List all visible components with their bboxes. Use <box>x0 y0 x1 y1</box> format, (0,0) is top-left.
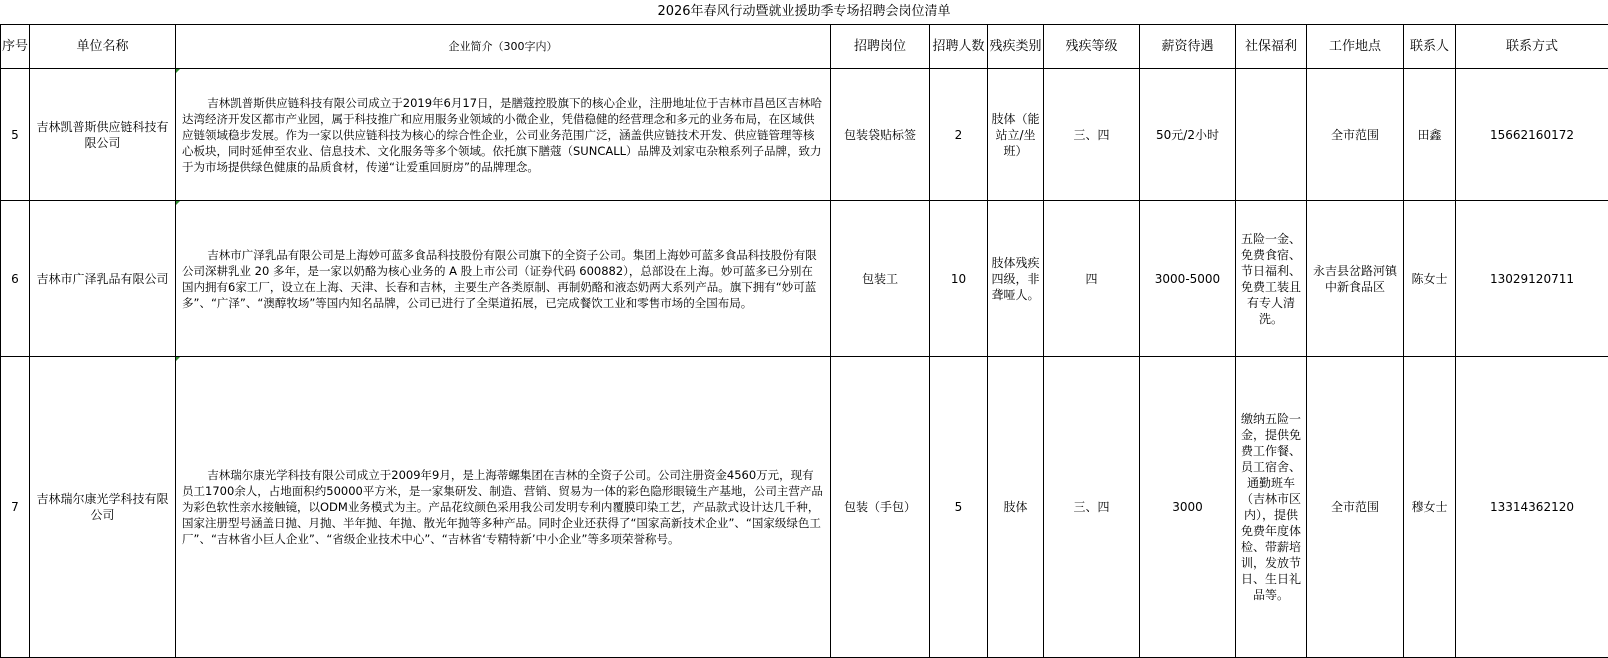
cell-count[interactable]: 5 <box>930 357 988 658</box>
cell-location[interactable]: 全市范围 <box>1307 357 1404 658</box>
cell-benefits[interactable]: 缴纳五险一金，提供免费工作餐、员工宿舍、通勤班车（吉林市区内），提供免费年度体检、带薪培训，发放节日、生日礼品等。 <box>1236 357 1307 658</box>
cell-benefits[interactable]: 五险一金、免费食宿、节日福利、免费工装且有专人清洗。 <box>1236 201 1307 357</box>
cell-phone[interactable]: 13029120711 <box>1456 201 1608 357</box>
cell-disability-level[interactable]: 四 <box>1044 201 1140 357</box>
cell-disability-type[interactable]: 肢体（能站立/坐班） <box>988 69 1044 201</box>
intro-text: 吉林市广泽乳品有限公司是上海妙可蓝多食品科技股份有限公司旗下的全资子公司。集团上海妙可蓝多食品科技股份有限公司深耕乳业 20 多年，是一家以奶酪为核心业务的 A 股上市公司（证券代码 600882），总部设在上海。妙可蓝多已分别在国内拥有6家工厂，设立在上海、天津、长春和吉林，主要生产各类原制、再制奶酪和液态奶两大系列产品。旗下拥有“妙可蓝多”、“广泽”、“澳醇牧场”等国内知名品牌，公司已进行了全渠道拓展，已完成餐饮工业和零售市场的全国布局。 <box>182 247 817 310</box>
cell-salary[interactable]: 3000 <box>1140 357 1236 658</box>
cell-contact[interactable]: 穆女士 <box>1404 357 1456 658</box>
cell-seq[interactable]: 5 <box>1 69 30 201</box>
cell-intro[interactable] <box>176 201 831 357</box>
cell-intro[interactable] <box>176 357 831 658</box>
cell-company[interactable]: 吉林市广泽乳品有限公司 <box>30 201 176 357</box>
sheet-title: 2026年春风行动暨就业援助季专场招聘会岗位清单 <box>0 0 1608 25</box>
header-intro[interactable]: 企业简介（300字内） <box>176 25 831 69</box>
header-company[interactable]: 单位名称 <box>30 25 176 69</box>
header-seq[interactable]: 序号 <box>1 25 30 69</box>
table-row <box>1 69 1608 201</box>
cell-count[interactable]: 10 <box>930 201 988 357</box>
header-salary[interactable]: 薪资待遇 <box>1140 25 1236 69</box>
header-row <box>1 25 1608 69</box>
cell-location[interactable]: 永吉县岔路河镇中新食品区 <box>1307 201 1404 357</box>
cell-salary[interactable]: 3000-5000 <box>1140 201 1236 357</box>
header-disability-type[interactable]: 残疾类别 <box>988 25 1044 69</box>
header-phone[interactable]: 联系方式 <box>1456 25 1608 69</box>
table-row <box>1 201 1608 357</box>
cell-contact[interactable]: 田鑫 <box>1404 69 1456 201</box>
header-location[interactable]: 工作地点 <box>1307 25 1404 69</box>
cell-contact[interactable]: 陈女士 <box>1404 201 1456 357</box>
job-listing-table <box>0 24 1608 658</box>
cell-position[interactable]: 包装袋贴标签 <box>831 69 930 201</box>
header-contact[interactable]: 联系人 <box>1404 25 1456 69</box>
cell-position[interactable]: 包装（手包） <box>831 357 930 658</box>
cell-phone[interactable]: 15662160172 <box>1456 69 1608 201</box>
cell-company[interactable]: 吉林凯普斯供应链科技有限公司 <box>30 69 176 201</box>
cell-disability-type[interactable]: 肢体 <box>988 357 1044 658</box>
cell-disability-level[interactable]: 三、四 <box>1044 357 1140 658</box>
header-count[interactable]: 招聘人数 <box>930 25 988 69</box>
header-disability-level[interactable]: 残疾等级 <box>1044 25 1140 69</box>
intro-text: 吉林凯普斯供应链科技有限公司成立于2019年6月17日，是膳蔻控股旗下的核心企业，注册地址位于吉林市昌邑区吉林哈达湾经济开发区都市产业园，属于科技推广和应用服务业领域的小微企业，凭借稳健的经营理念和多元的业务布局，在区域供应链领域稳步发展。作为一家以供应链科技为核心的综合性企业，公司业务范围广泛，涵盖供应链技术开发、供应链管理等核心板块，同时延伸至农业、信息技术、文化服务等多个领域。依托旗下膳蔻（SUNCALL）品牌及刘家屯杂粮系列子品牌，致力于为市场提供绿色健康的品质食材，传递“让爱重回厨房”的品牌理念。 <box>182 95 823 174</box>
cell-salary[interactable]: 50元/2小时 <box>1140 69 1236 201</box>
cell-disability-type[interactable]: 肢体残疾四级，非聋哑人。 <box>988 201 1044 357</box>
cell-company[interactable]: 吉林瑞尔康光学科技有限公司 <box>30 357 176 658</box>
intro-text: 吉林瑞尔康光学科技有限公司成立于2009年9月，是上海蒂螺集团在吉林的全资子公司。公司注册资金4560万元，现有员工1700余人，占地面积约50000平方米，是一家集研发、制造、营销、贸易为一体的彩色隐形眼镜生产基地，公司主营产品为彩色软性亲水接触镜，以ODM业务模式为主。产品花纹颜色采用我公司发明专利内覆膜印染工艺，产品款式设计达几千种，国家注册型号涵盖日抛、月抛、半年抛、年抛、散光年抛等多种产品。同时企业还获得了“国家高新技术企业”、“国家级绿色工厂”、“吉林省小巨人企业”、“省级企业技术中心”、“吉林省‘专精特新’中小企业”等多项荣誉称号。 <box>182 468 823 546</box>
cell-benefits[interactable] <box>1236 69 1307 201</box>
header-position[interactable]: 招聘岗位 <box>831 25 930 69</box>
cell-phone[interactable]: 13314362120 <box>1456 357 1608 658</box>
cell-seq[interactable]: 6 <box>1 201 30 357</box>
cell-intro[interactable] <box>176 69 831 201</box>
cell-disability-level[interactable]: 三、四 <box>1044 69 1140 201</box>
cell-count[interactable]: 2 <box>930 69 988 201</box>
table-row <box>1 357 1608 658</box>
header-benefits[interactable]: 社保福利 <box>1236 25 1307 69</box>
cell-position[interactable]: 包装工 <box>831 201 930 357</box>
cell-seq[interactable]: 7 <box>1 357 30 658</box>
cell-location[interactable]: 全市范围 <box>1307 69 1404 201</box>
